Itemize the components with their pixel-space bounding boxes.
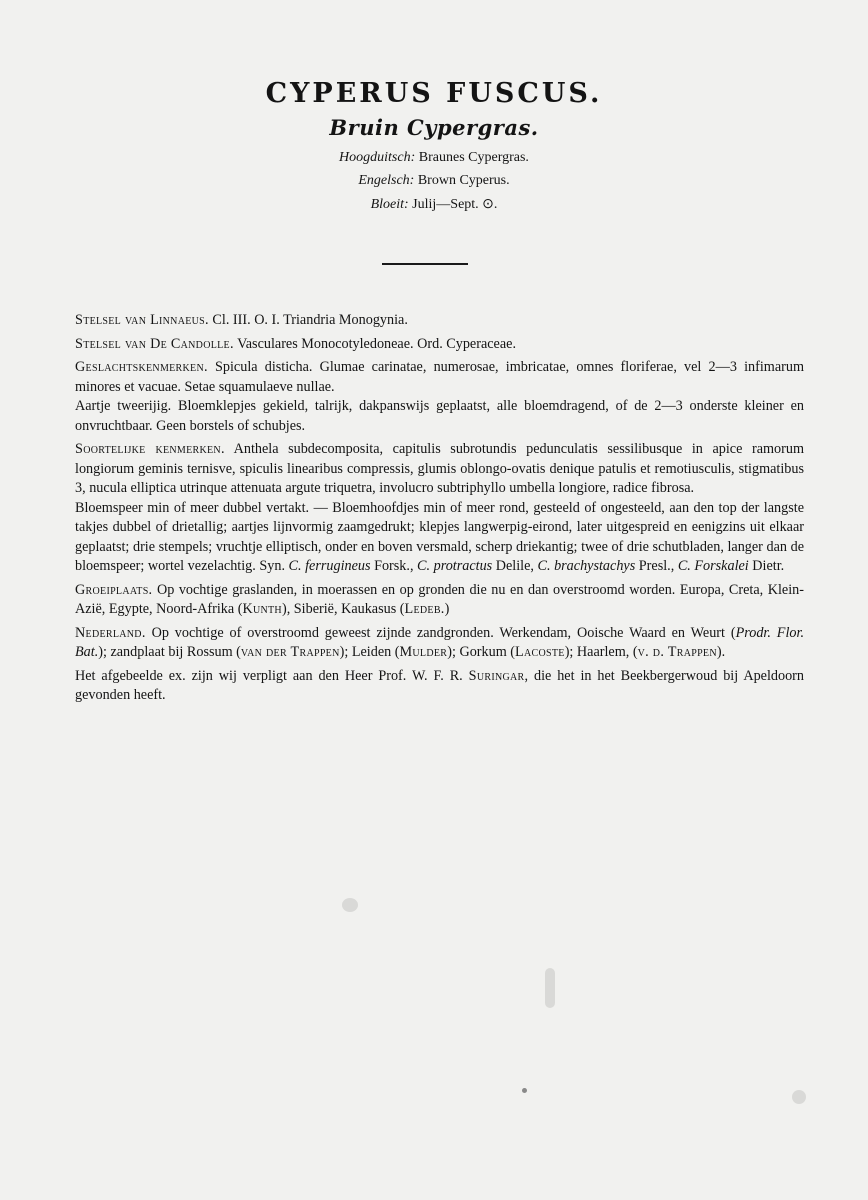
collector-reference: Lacoste [515,644,565,660]
collector-reference: van der Trappen [240,644,340,660]
species-dutch-paragraph [75,499,804,577]
flowering-value: Julij—Sept. ⊙. [408,197,498,212]
netherlands-paragraph [75,624,804,663]
habitat-reference: Ledeb. [404,601,445,617]
linnaeus-heading: Stelsel van Linnaeus. [75,312,209,328]
specimen-paragraph [75,667,804,706]
paper-spot [545,968,555,1008]
linnaeus-paragraph [75,311,804,331]
netherlands-text: ); Haarlem, ( [564,644,638,660]
genus-paragraph [75,358,804,397]
english-name-line [0,173,868,189]
netherlands-heading: Nederland. [75,624,146,641]
synonym-author: Forsk., [370,558,418,574]
paper-spot [342,898,358,912]
specimen-text: , die het in het Beekbergerwoud bij Apeldoorn gevonden heeft. [75,667,805,703]
genus-dutch-text: Aartje tweerijig. Bloemklepjes gekield, talrijk, dakpanswijs geplaatst, alle bloemdragend, of de 2—3 onderste kleiner en onvruchtbaar. Geen borstels of schubjes. [75,398,804,434]
habitat-text: ) [444,601,450,617]
paper-spot [792,1090,806,1104]
habitat-heading: Groeiplaats. [75,581,153,598]
synonym-name: C. Forskalei [677,558,749,574]
candolle-heading: Stelsel van De Candolle. [75,335,234,352]
netherlands-text: ); Gorkum ( [447,644,516,660]
description-body [75,311,804,710]
netherlands-text: ); Leiden ( [339,644,400,660]
german-name-value: Braunes Cypergras. [415,150,529,165]
title-divider [382,263,468,265]
species-dutch-text: Bloemspeer min of meer dubbel vertakt. — Bloemhoofdjes min of meer rond, gesteeld of ongesteeld, aan den top der langste takjes dubbel of drietallig; aartjes lijnvormig zaamgedrukt; klepjes langwerpig-eirond, later uitgespreid en eenigzins uit elkaar geplaatst; drie stempels; vruchtje elliptisch, onder en boven versmald, scherp driekantig; twee of drie schutbladen, langer dan de bloemspeer; wortel vezelachtig. Syn. [75,499,804,574]
netherlands-text: Op vochtige of overstroomd geweest zijnde zandgronden. Werkendam, Ooische Waard en Weurt ( [145,624,736,641]
paper-spot [522,1088,527,1093]
synonym-author: Presl., [635,558,678,574]
synonym-author: Dietr. [748,558,785,574]
candolle-paragraph [75,335,804,355]
genus-heading: Geslachtskenmerken. [75,359,208,375]
linnaeus-text: Cl. III. O. I. Triandria Monogynia. [208,312,408,328]
species-latin-text: Anthela subdecomposita, capitulis subrotundis pedunculatis sessilibusque in apice ramorum longiorum geminis ternisve, spiculis linearibus compressis, glumis oblongo-ovatis denique patulis et remotiusculis, stigmatibus 3, nucula elliptica utrinque attenuata argute triquetra, involucro subtriphyllo umbella longiore, radice fibrosa. [75,441,804,496]
species-paragraph [75,440,804,499]
english-name-value: Brown Cyperus. [414,173,510,188]
specimen-donor: Suringar [468,667,525,684]
synonym-name: C. brachystachys [537,558,636,574]
flowering-line [0,196,868,213]
dutch-common-name: Bruin Cypergras. [329,115,539,140]
flowering-key: Bloeit: [370,197,409,212]
netherlands-text: ). [716,644,726,660]
habitat-text: ), Siberië, Kaukasus ( [281,601,405,617]
netherlands-text: ); zandplaat bij Rossum ( [98,644,241,660]
collector-reference: Mulder [399,644,448,660]
german-name-line [0,150,868,166]
species-heading: Soortelijke kenmerken. [75,441,225,457]
species-title: CYPERUS FUSCUS. [265,78,603,109]
collector-reference: v. d. Trappen [637,644,717,660]
habitat-paragraph [75,581,804,620]
genus-latin-text: Spicula disticha. Glumae carinatae, numerosae, imbricatae, omnes floriferae, vel 2—3 infimarum minores et vacuae. Setae squamulaeve nullae. [75,359,804,395]
candolle-text: Vasculares Monocotyledoneae. Ord. Cyperaceae. [233,335,516,352]
synonym-author: Delile, [492,558,538,574]
habitat-text: Op vochtige graslanden, in moerassen en op gronden die nu en dan overstroomd worden. Europa, Creta, Klein-Azië, Egypte, Noord-Afrika ( [75,581,804,617]
german-name-key: Hoogduitsch: [339,150,416,165]
habitat-reference: Kunth [242,601,282,617]
specimen-text: Het afgebeelde ex. zijn wij verpligt aan den Heer Prof. W. F. R. [75,667,469,684]
synonym-name: C. ferrugineus [288,558,371,574]
synonym-name: C. protractus [417,558,493,574]
prodromus-reference: Prodr. Flor. Bat. [75,624,804,660]
genus-dutch-paragraph [75,397,804,436]
english-name-key: Engelsch: [358,173,415,188]
